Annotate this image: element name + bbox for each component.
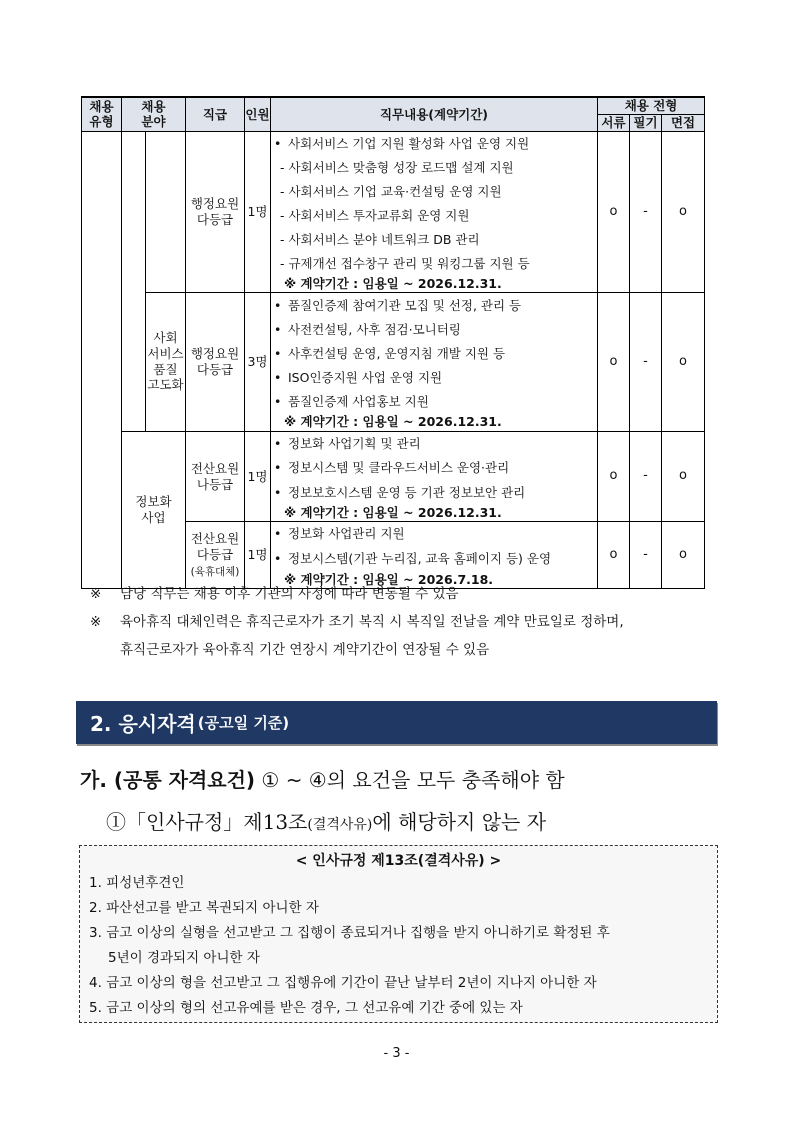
header-interview: 면접 (662, 114, 705, 131)
type-cell (82, 131, 122, 588)
duty-cell (271, 292, 598, 431)
duty-line: • 사회서비스 기업 지원 활성화 사업 운영 지원 (274, 132, 595, 156)
regulation-item: 1. 피성년후견인 (89, 875, 185, 891)
requirement-text: ① ~ ④의 요건을 모두 충족해야 함 (261, 768, 565, 792)
grade-cell: 전산요원 나등급 (186, 431, 245, 522)
duty-line: • 정보보호시스템 운영 등 기관 정보보안 관리 (274, 481, 595, 506)
regulation-item: 5년이 경과되지 아니한 자 (108, 950, 260, 966)
note (90, 608, 730, 636)
header-process: 채용 전형 (598, 97, 705, 114)
count-cell: 3명 (245, 292, 271, 431)
note-text: 담당 직무는 채용 이후 기관의 사정에 따라 변동될 수 있음 (120, 586, 459, 602)
header-field: 채용 분야 (122, 97, 186, 131)
duty-line: - 사회서비스 기업 교육·컨설팅 운영 지원 (280, 183, 502, 199)
field-indent-cell (122, 131, 146, 431)
regulation-item: 4. 금고 이상의 형을 선고받고 그 집행유에 기간이 끝난 날부터 2년이 지나지 아니한 자 (89, 975, 597, 991)
doc-mark: o (598, 522, 630, 588)
written-mark: - (630, 522, 662, 588)
duty-line: ※ 계약기간 : 임용일 ~ 2026.12.31. (284, 275, 502, 291)
regulation-item: 3. 금고 이상의 실형을 선고받고 그 집행이 종료되거나 집행을 받지 아니하기로 확정된 후 (89, 925, 610, 941)
duty-line: ※ 계약기간 : 임용일 ~ 2026.7.18. (284, 571, 494, 587)
page-number: - 3 - (383, 1046, 410, 1061)
duty-line: • 사전컨설팅, 사후 점검·모니터링 (274, 318, 595, 342)
section-title: 2. 응시자격 (90, 712, 196, 736)
note-text: 휴직근로자가 육아휴직 기간 연장시 계약기간이 연장될 수 있음 (120, 642, 490, 658)
regulation-item: 5. 금고 이상의 형의 선고유예를 받은 경우, 그 선고유예 기간 중에 있는 자 (89, 1000, 523, 1016)
written-mark: - (630, 292, 662, 431)
grade-cell: 행정요원 다등급 (186, 131, 245, 292)
doc-mark: o (598, 131, 630, 292)
section-title-paren: (공고일 기준) (197, 714, 290, 732)
header-written: 필기 (630, 114, 662, 131)
duty-line: • 정보시스템 및 클라우드서비스 운영·관리 (274, 456, 595, 481)
header-doc: 서류 (598, 114, 630, 131)
count-cell: 1명 (245, 522, 271, 588)
note-symbol: ※ (90, 586, 102, 602)
header-type: 채용 유형 (82, 97, 122, 131)
item-paren: (결격사유) (307, 817, 373, 833)
regulation-item: 2. 파산선고를 받고 복권되지 아니한 자 (89, 900, 319, 916)
note (90, 580, 730, 608)
regulation-box (79, 845, 718, 1023)
item-prefix: ①「인사규정」제13조 (106, 810, 308, 834)
table-row (82, 131, 705, 292)
count-cell: 1명 (245, 131, 271, 292)
duty-line: • ISO인증지원 사업 운영 지원 (274, 366, 595, 390)
duty-cell (271, 431, 598, 522)
table-notes (90, 580, 730, 664)
duty-line: - 사회서비스 분야 네트워크 DB 관리 (280, 231, 480, 247)
grade-cell: 행정요원 다등급 (186, 292, 245, 431)
field-cell: 정보화 사업 (122, 431, 186, 588)
note (90, 636, 730, 664)
interview-mark: o (662, 292, 705, 431)
requirement-heading (80, 764, 565, 793)
header-count: 인원 (245, 97, 271, 131)
field-cell: 사회 서비스 품질 고도화 (146, 292, 186, 431)
interview-mark: o (662, 431, 705, 522)
doc-mark: o (598, 292, 630, 431)
duty-line: • 사후컨설팅 운영, 운영지침 개발 지원 등 (274, 342, 595, 366)
requirement-item-1 (106, 806, 546, 835)
table-row (82, 292, 705, 431)
duty-line: - 사회서비스 맞춤형 성장 로드맵 설계 지원 (280, 159, 514, 175)
recruitment-table (81, 96, 705, 589)
written-mark: - (630, 431, 662, 522)
count-cell: 1명 (245, 431, 271, 522)
interview-mark: o (662, 522, 705, 588)
duty-line: • 정보시스템(기관 누리집, 교육 홈페이지 등) 운영 (274, 547, 595, 572)
duty-line: • 품질인증제 사업홍보 지원 (274, 390, 595, 414)
duty-cell (271, 131, 598, 292)
note-symbol: ※ (90, 614, 102, 630)
grade-cell: 전산요원 다등급 (육휴대체) (186, 522, 245, 588)
regulation-title: < 인사규정 제13조(결격사유) > (295, 853, 502, 869)
header-duty: 직무내용(계약기간) (271, 97, 598, 131)
duty-line: • 정보화 사업기획 및 관리 (274, 432, 595, 457)
duty-line: • 정보화 사업관리 지원 (274, 522, 595, 547)
section-header (76, 701, 717, 744)
duty-line: - 사회서비스 투자교류회 운영 지원 (280, 207, 470, 223)
duty-line: • 품질인증제 참여기관 모집 및 선정, 관리 등 (274, 294, 595, 318)
header-grade: 직급 (186, 97, 245, 131)
regulation-list (80, 871, 717, 1021)
doc-mark: o (598, 431, 630, 522)
note-text: 육아휴직 대체인력은 휴직근로자가 조기 복직 시 복직일 전날을 계약 만료일로 정하며, (120, 614, 624, 630)
written-mark: - (630, 131, 662, 292)
duty-cell (271, 522, 598, 588)
duty-line: ※ 계약기간 : 임용일 ~ 2026.12.31. (284, 505, 502, 521)
interview-mark: o (662, 131, 705, 292)
duty-line: - 규제개선 접수창구 관리 및 워킹그룹 지원 등 (280, 255, 530, 271)
requirement-label: 가. (공통 자격요건) (80, 768, 256, 792)
grade-note: (육휴대체) (190, 565, 240, 578)
duty-line: ※ 계약기간 : 임용일 ~ 2026.12.31. (284, 413, 502, 429)
field-cell (146, 131, 186, 292)
item-suffix: 에 해당하지 않는 자 (372, 810, 547, 834)
table-row (82, 431, 705, 522)
